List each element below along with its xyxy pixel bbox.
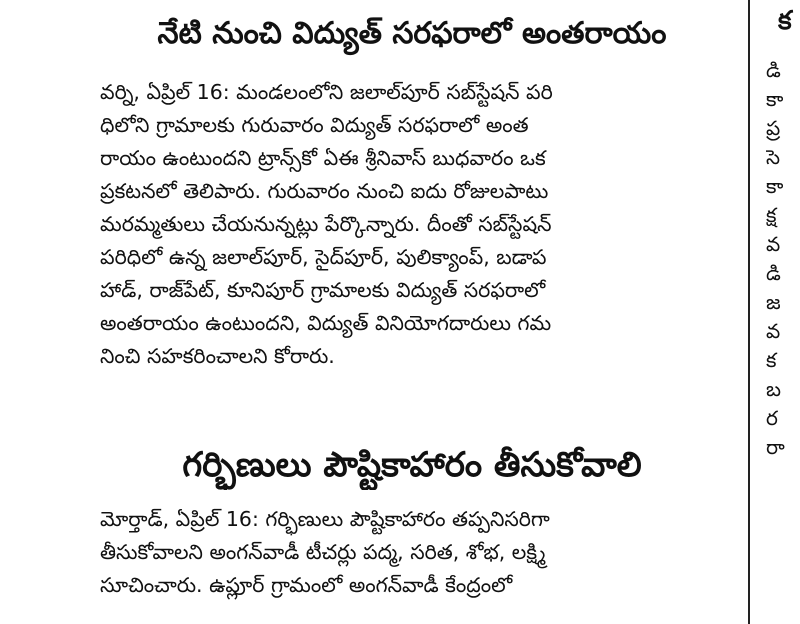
side-column (756, 0, 800, 624)
article-2-headline: గర్భిణులు పౌష్టికాహారం తీసుకోవాలి (182, 445, 642, 485)
side-line: ర (766, 406, 778, 430)
side-column-body (766, 56, 800, 462)
side-line: సె (766, 145, 781, 169)
side-line: కా (766, 87, 784, 111)
side-line: వ (766, 232, 781, 256)
body-line: సూచించారు. ఉప్లూర్ గ్రామంలో అంగన్‌వాడీ కేంద్రంలో (100, 573, 513, 597)
side-line: క (766, 348, 777, 372)
side-line: రా (766, 435, 785, 459)
side-line: క్ష (766, 203, 777, 227)
article-1-headline: నేటి నుంచి విద్యుత్ సరఫరాలో అంతరాయం (157, 16, 667, 51)
body-line: అంతరాయం ఉంటుందని, విద్యుత్ వినియోగదారులు గమ (100, 311, 552, 335)
column-divider (748, 0, 750, 624)
body-line: మోర్తాడ్, ఏప్రిల్ 16: గర్భిణులు పౌష్టికాహారం తప్పనిసరిగా (100, 507, 550, 531)
body-line: నించి సహకరించాలని కోరారు. (100, 344, 335, 368)
body-line: హాడ్, రాజ్‌పేట్, కూనిపూర్ గ్రామాలకు విద్యుత్ సరఫరాలో (100, 278, 546, 302)
side-line: డి (766, 58, 781, 82)
body-line: రాయం ఉంటుందని ట్రాన్స్‌కో ఏఈ శ్రీనివాస్ బుధవారం ఒక (100, 146, 546, 170)
body-line: తీసుకోవాలని అంగన్‌వాడీ టీచర్లు పద్మ, సరిత, శోభ, లక్ష్మి (100, 540, 546, 564)
article-1-body (100, 76, 730, 373)
body-line: వర్ని, ఏప్రిల్ 16: మండలంలోని జలాల్‌పూర్ సబ్‌స్టేషన్ పరి (100, 80, 553, 104)
main-column (92, 0, 732, 624)
side-line: కా (766, 174, 784, 198)
article-2-body (100, 503, 730, 602)
body-line: పరిధిలో ఉన్న జలాల్‌పూర్, సైద్‌పూర్, పులిక్యాంప్, బడాప (100, 245, 547, 269)
side-line: జ (766, 290, 781, 314)
side-line: ప్ర (766, 116, 781, 140)
side-line: బ (766, 377, 781, 401)
side-line: డి (766, 261, 781, 285)
body-line: మరమ్మతులు చేయనున్నట్లు పేర్కొన్నారు. దీంతో సబ్‌స్టేషన్ (100, 212, 552, 236)
side-line: వ (766, 319, 781, 343)
body-line: ధిలోని గ్రామాలకు గురువారం విద్యుత్ సరఫరాలో అంత (100, 113, 529, 137)
body-line: ప్రకటనలో తెలిపారు. గురువారం నుంచి ఐదు రోజులపాటు (100, 179, 549, 203)
side-column-headline: క (778, 6, 792, 36)
